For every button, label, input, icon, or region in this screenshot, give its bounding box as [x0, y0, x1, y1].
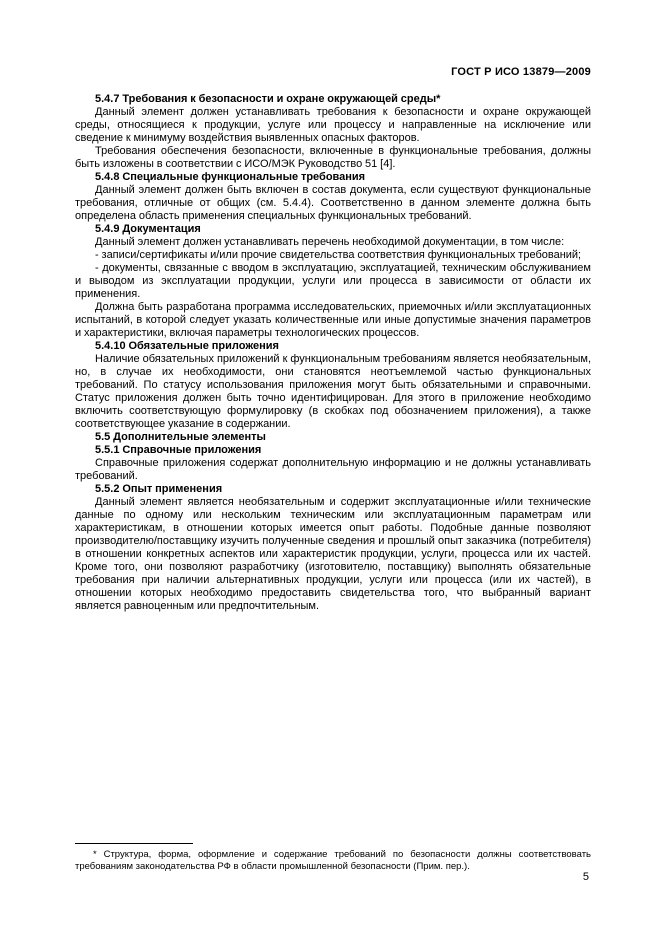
paragraph: Данный элемент должен быть включен в состав документа, если существуют функциональные требования, отличные от общих (см. 5.4.4). Соответственно в данном элементе должна быть определена область применения специальных функциональных требований. [75, 184, 591, 222]
paragraph: Справочные приложения содержат дополнительную информацию и не должны устанавливать требований. [75, 457, 591, 482]
page-number: 5 [582, 871, 589, 883]
paragraph: Данный элемент должен устанавливать перечень необходимой документации, в том числе: [95, 236, 565, 248]
document-code: ГОСТ Р ИСО 13879—2009 [451, 66, 591, 78]
section-heading: 5.4.7 Требования к безопасности и охране окружающей среды* [95, 93, 441, 105]
footnote-separator [75, 843, 193, 844]
section-heading: 5.5.1 Справочные приложения [95, 444, 262, 456]
page-header [75, 62, 591, 80]
footnote-area [75, 843, 591, 873]
paragraph: Требования обеспечения безопасности, включенные в функциональные требования, должны быть изложены в соответствии с ИСО/МЭК Руководство 51 [4]. [75, 145, 591, 170]
paragraph: Наличие обязательных приложений к функциональным требованиям является необязательным, но, в случае их необходимости, они становятся неотъемлемой частью функциональных требований. По статусу использования приложения могут быть обязательными и справочными. Статус приложения должен быть точно идентифицирован. Для этого в приложение необходимо включить соответствующую формулировку (в скобках под обозначением приложения), а также соответствующее указание в содержании. [75, 353, 591, 430]
section-heading: 5.4.9 Документация [95, 223, 201, 235]
list-item: - документы, связанные с вводом в эксплуатацию, эксплуатацией, техническим обслуживанием и выводом из эксплуатации продукции, услуги или процесса в зависимости от области их применения. [75, 262, 591, 300]
section-heading: 5.5 Дополнительные элементы [95, 431, 266, 443]
paragraph: Должна быть разработана программа исследовательских, приемочных и/или эксплуатационных испытаний, в которой следует указать количественные или иные допустимые значения параметров и характеристики, включая параметры технологических процессов. [75, 301, 591, 339]
paragraph: Данный элемент должен устанавливать требования к безопасности и охране окружающей среды, относящиеся к продукции, услуге или процессу и направленные на исключение или сведение к минимуму воздействия выявленных опасных факторов. [75, 106, 591, 144]
footnote-text: * Структура, форма, оформление и содержание требований по безопасности должны соответствовать требованиям законодательства РФ в области промышленной безопасности (Прим. пер.). [75, 849, 591, 872]
section-heading: 5.4.8 Специальные функциональные требования [95, 171, 366, 183]
list-item: - записи/сертификаты и/или прочие свидетельства соответствия функциональных требований; [95, 249, 582, 261]
paragraph: Данный элемент является необязательным и содержит эксплуатационные и/или технические данные по одному или нескольким техническим или эксплуатационным параметрам или характеристикам, в отношении которых имеется опыт работы. Подобные данные позволяют производителю/поставщику изучить полученные сведения и прошлый опыт заказчика (потребителя) в отношении конкретных аспектов или характеристик продукции, услуги, процесса или их частей. Кроме того, они позволяют разработчику (изготовителю, поставщику) выполнять обязательные требования при наличии альтернативных продукции, услуги или процесса (или их частей), в отношении которых необходимо предоставить свидетельства того, что выбранный вариант является равноценным или предпочтительным. [75, 496, 591, 612]
document-body [75, 93, 591, 613]
section-heading: 5.4.10 Обязательные приложения [95, 340, 279, 352]
section-heading: 5.5.2 Опыт применения [95, 483, 223, 495]
